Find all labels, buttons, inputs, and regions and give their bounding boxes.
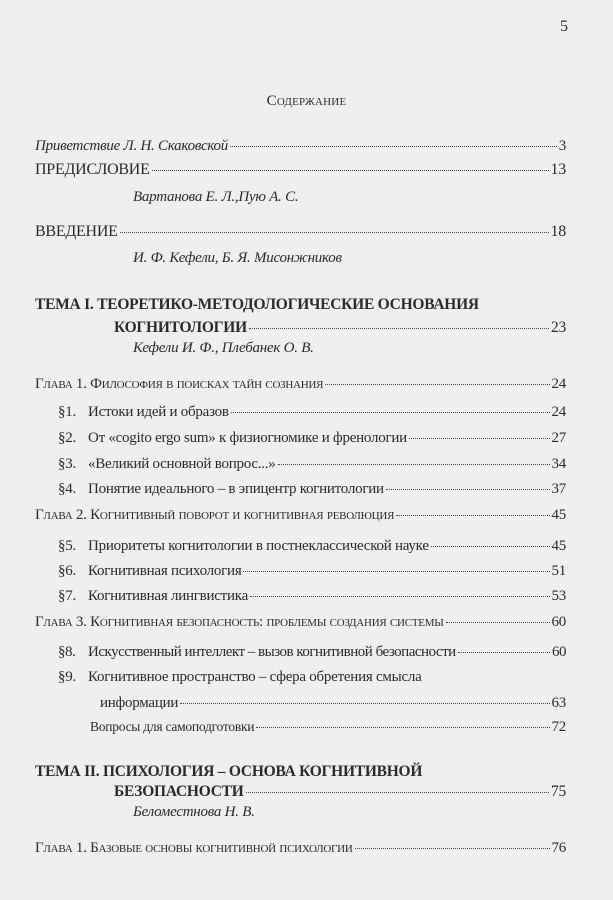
dot-leader — [446, 622, 550, 623]
page-title: Содержание — [266, 93, 347, 109]
dot-leader — [231, 412, 550, 413]
section-number: §7. — [58, 588, 76, 604]
page-ref: 24 — [551, 404, 566, 420]
toc-section[interactable] — [58, 643, 566, 661]
section-number: §9. — [58, 669, 76, 685]
toc-section[interactable] — [100, 694, 566, 712]
toc-chapter[interactable] — [35, 375, 566, 393]
dot-leader — [386, 489, 550, 490]
entry-text: Когнитивное пространство – сфера обретения смысла — [88, 669, 422, 685]
theme-heading: ТЕМА II. ПСИХОЛОГИЯ – ОСНОВА КОГНИТИВНОЙ — [35, 763, 423, 780]
entry-authors: Беломестнова Н. В. — [133, 804, 255, 820]
entry-authors: Вартанова Е. Л.,Пую А. С. — [133, 189, 299, 205]
page-ref: 45 — [551, 538, 566, 554]
dot-leader — [250, 596, 550, 597]
section-number: §1. — [58, 404, 76, 420]
dot-leader — [246, 792, 549, 793]
entry-text: КОГНИТОЛОГИИ — [114, 319, 247, 336]
page-ref: 13 — [550, 161, 566, 178]
toc-questions[interactable] — [90, 718, 566, 736]
dot-leader — [325, 384, 549, 385]
entry-text: «Великий основной вопрос...» — [88, 456, 276, 472]
toc-entry-preface[interactable] — [35, 161, 566, 179]
section-number: §8. — [58, 644, 76, 660]
entry-text: Приветствие Л. Н. Скаковской — [35, 138, 229, 154]
toc-chapter[interactable] — [35, 613, 566, 631]
section-number: §3. — [58, 456, 76, 472]
entry-text: БЕЗОПАСНОСТИ — [114, 783, 244, 800]
toc-chapter[interactable] — [35, 506, 566, 524]
entry-text: От «cogito ergo sum» к физиогномике и френологии — [88, 430, 407, 446]
page-ref: 45 — [551, 507, 566, 523]
toc-section[interactable] — [58, 480, 566, 498]
page-ref: 51 — [551, 563, 566, 579]
dot-leader — [249, 328, 549, 329]
entry-text: Глава 1. Базовые основы когнитивной психологии — [35, 840, 353, 856]
page-ref: 3 — [558, 138, 566, 154]
dot-leader — [431, 546, 550, 547]
dot-leader — [180, 703, 549, 704]
entry-text: Приоритеты когнитологии в постнеклассической науке — [88, 538, 429, 554]
dot-leader — [409, 438, 550, 439]
toc-section[interactable] — [58, 537, 566, 555]
entry-text: Глава 1. Философия в поисках тайн сознания — [35, 376, 324, 392]
entry-text: ВВЕДЕНИЕ — [35, 223, 118, 240]
entry-text: Глава 2. Когнитивный поворот и когнитивная революция — [35, 507, 395, 523]
toc-chapter[interactable] — [35, 839, 566, 857]
dot-leader — [396, 515, 549, 516]
section-number: §2. — [58, 430, 76, 446]
page-number: 5 — [560, 18, 568, 35]
section-number: §6. — [58, 563, 76, 579]
section-number: §5. — [58, 538, 76, 554]
toc-entry-theme1[interactable] — [114, 319, 566, 337]
dot-leader — [243, 571, 549, 572]
page-ref: 27 — [551, 430, 566, 446]
entry-text: Когнитивная психология — [88, 563, 242, 579]
entry-text: Искусственный интеллект – вызов когнитивной безопасности — [88, 644, 456, 660]
toc-section[interactable] — [58, 562, 566, 580]
page-ref: 37 — [551, 481, 566, 497]
toc-section[interactable] — [58, 587, 566, 605]
toc-entry-theme2[interactable] — [114, 783, 566, 801]
dot-leader — [120, 232, 549, 233]
toc-entry-greeting[interactable] — [35, 137, 566, 155]
dot-leader — [152, 170, 549, 171]
section-number: §4. — [58, 481, 76, 497]
page-ref: 53 — [551, 588, 566, 604]
toc-entry-intro[interactable] — [35, 223, 566, 241]
entry-text: Понятие идеального – в эпицентр когнитологии — [88, 481, 384, 497]
dot-leader — [256, 727, 549, 728]
entry-text: Когнитивная лингвистика — [88, 588, 248, 604]
page-ref: 60 — [551, 614, 566, 630]
page-ref: 63 — [551, 695, 566, 711]
theme-heading: ТЕМА I. ТЕОРЕТИКО-МЕТОДОЛОГИЧЕСКИЕ ОСНОВАНИЯ — [35, 296, 479, 313]
page-ref: 72 — [551, 719, 566, 735]
toc-section[interactable] — [58, 429, 566, 447]
entry-authors: И. Ф. Кефели, Б. Я. Мисонжников — [133, 250, 342, 266]
page-ref: 34 — [551, 456, 566, 472]
toc-section[interactable] — [58, 455, 566, 473]
dot-leader — [278, 464, 550, 465]
entry-authors: Кефели И. Ф., Плебанек О. В. — [133, 340, 314, 356]
entry-text: Глава 3. Когнитивная безопасность: проблемы создания системы — [35, 614, 444, 630]
entry-text: ПРЕДИСЛОВИЕ — [35, 161, 150, 178]
page-ref: 76 — [551, 840, 566, 856]
page-ref: 24 — [551, 376, 566, 392]
entry-text: Вопросы для самоподготовки — [90, 719, 255, 734]
dot-leader — [458, 652, 550, 653]
dot-leader — [355, 848, 550, 849]
page-ref: 75 — [551, 783, 566, 800]
page-ref: 60 — [552, 644, 566, 660]
page-ref: 18 — [550, 223, 566, 240]
toc-section[interactable] — [58, 403, 566, 421]
page-ref: 23 — [551, 319, 566, 336]
toc-section-first-line — [58, 668, 422, 686]
entry-text: Истоки идей и образов — [88, 404, 229, 420]
entry-text: информации — [100, 695, 179, 711]
dot-leader — [230, 146, 557, 147]
